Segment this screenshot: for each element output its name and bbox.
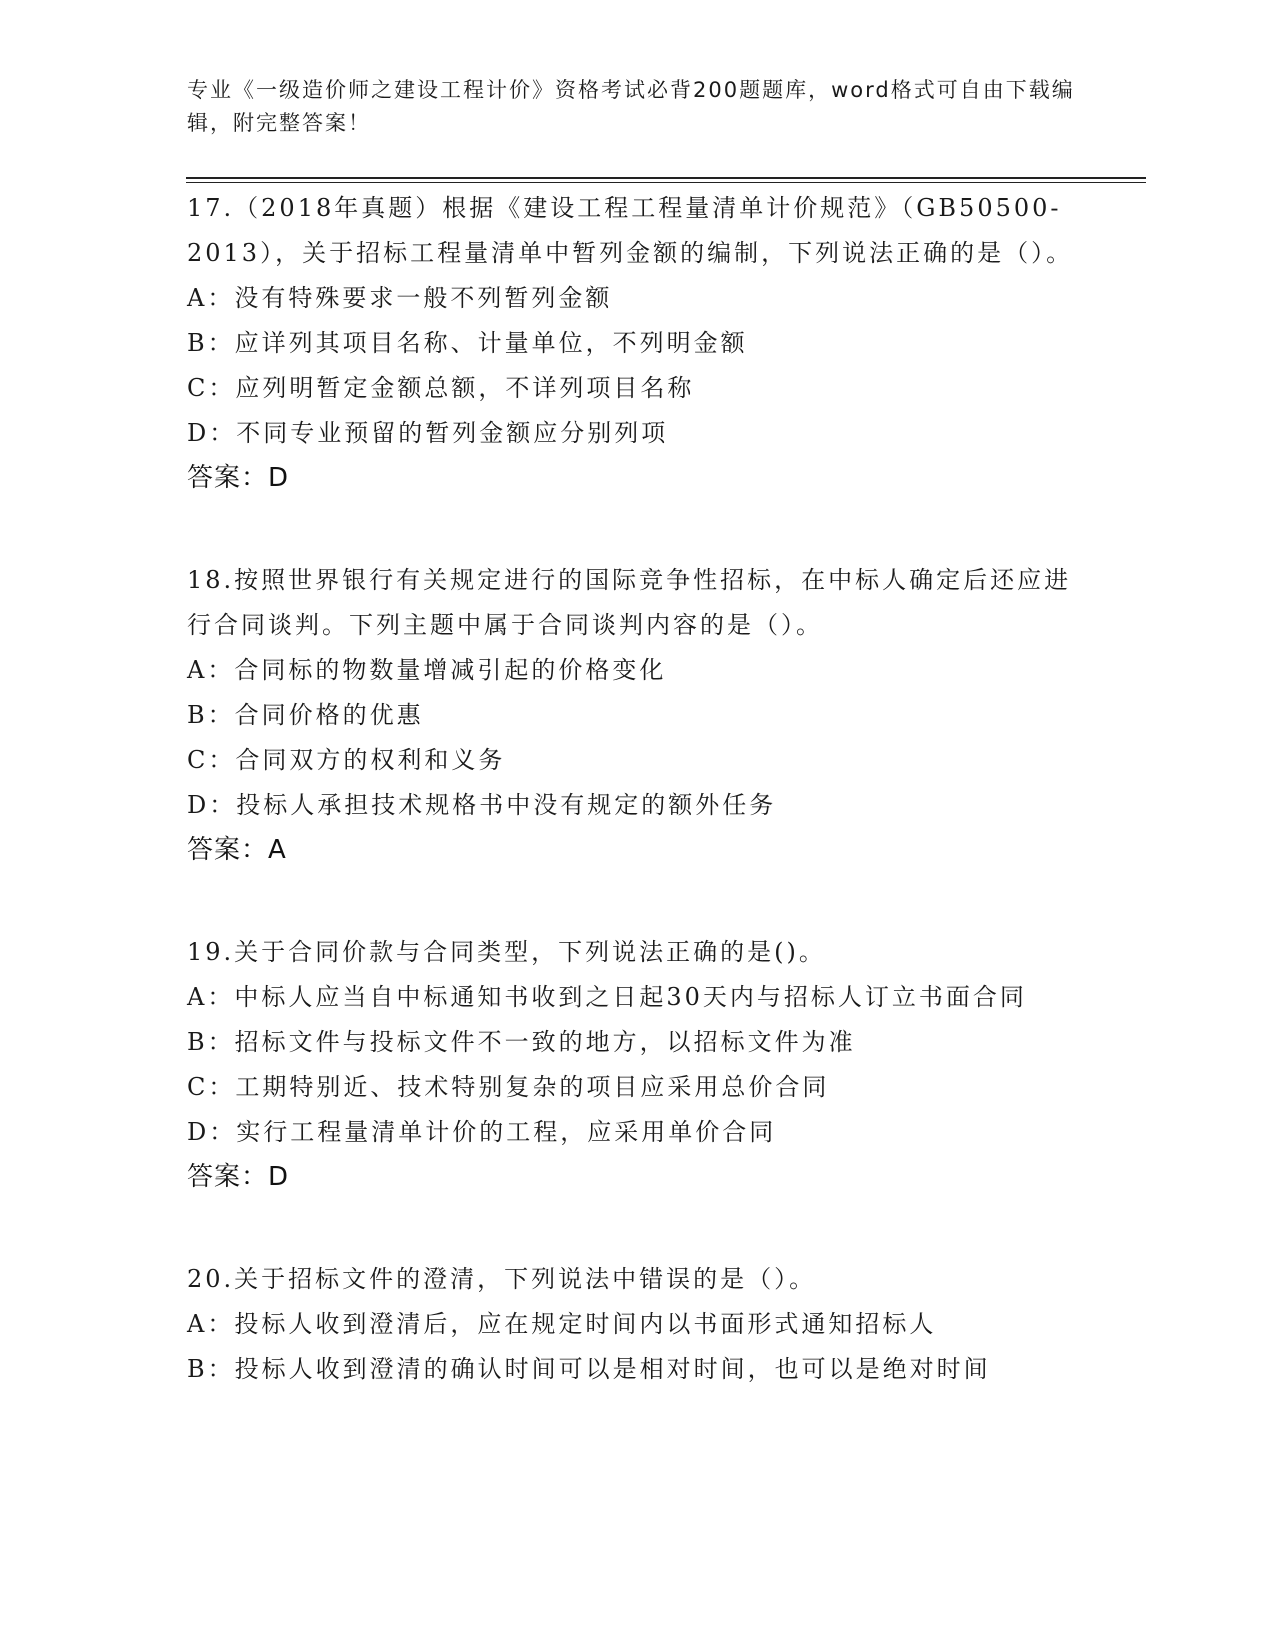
question-stem: 18.按照世界银行有关规定进行的国际竞争性招标，在中标人确定后还应进行合同谈判。下列主题中属于合同谈判内容的是（）。 bbox=[187, 566, 1072, 639]
question-stem: 20.关于招标文件的澄清，下列说法中错误的是（）。 bbox=[187, 1265, 817, 1293]
question-18 bbox=[187, 558, 1087, 873]
option-d: D：实行工程量清单计价的工程，应采用单价合同 bbox=[187, 1118, 777, 1146]
question-17 bbox=[187, 186, 1087, 501]
question-stem: 17.（2018年真题）根据《建设工程工程量清单计价规范》（GB50500-2013），关于招标工程量清单中暂列金额的编制，下列说法正确的是（）。 bbox=[187, 194, 1074, 267]
question-20 bbox=[187, 1257, 1087, 1392]
option-d: D：投标人承担技术规格书中没有规定的额外任务 bbox=[187, 791, 777, 819]
option-b: B：投标人收到澄清的确认时间可以是相对时间，也可以是绝对时间 bbox=[187, 1355, 991, 1383]
question-19 bbox=[187, 930, 1087, 1200]
option-a: A：没有特殊要求一般不列暂列金额 bbox=[187, 284, 613, 312]
option-a: A：投标人收到澄清后，应在规定时间内以书面形式通知招标人 bbox=[187, 1310, 937, 1338]
question-list bbox=[187, 186, 1087, 1449]
option-d: D：不同专业预留的暂列金额应分别列项 bbox=[187, 419, 669, 447]
answer-line: 答案：D bbox=[187, 463, 290, 493]
option-c: C：工期特别近、技术特别复杂的项目应采用总价合同 bbox=[187, 1073, 830, 1101]
option-c: C：合同双方的权利和义务 bbox=[187, 746, 506, 774]
header-divider-thick bbox=[186, 177, 1146, 179]
option-a: A：合同标的物数量增减引起的价格变化 bbox=[187, 656, 667, 684]
option-b: B：招标文件与投标文件不一致的地方，以招标文件为准 bbox=[187, 1028, 856, 1056]
option-c: C：应列明暂定金额总额，不详列项目名称 bbox=[187, 374, 695, 402]
answer-line: 答案：D bbox=[187, 1162, 290, 1192]
header-divider-thin bbox=[186, 182, 1146, 183]
question-stem: 19.关于合同价款与合同类型，下列说法正确的是()。 bbox=[187, 938, 826, 966]
document-intro: 专业《一级造价师之建设工程计价》资格考试必背200题题库，word格式可自由下载编辑，附完整答案！ bbox=[187, 78, 1075, 135]
option-b: B：合同价格的优惠 bbox=[187, 701, 424, 729]
answer-line: 答案：A bbox=[187, 835, 287, 865]
option-b: B：应详列其项目名称、计量单位，不列明金额 bbox=[187, 329, 748, 357]
option-a: A：中标人应当自中标通知书收到之日起30天内与招标人订立书面合同 bbox=[187, 983, 1027, 1011]
